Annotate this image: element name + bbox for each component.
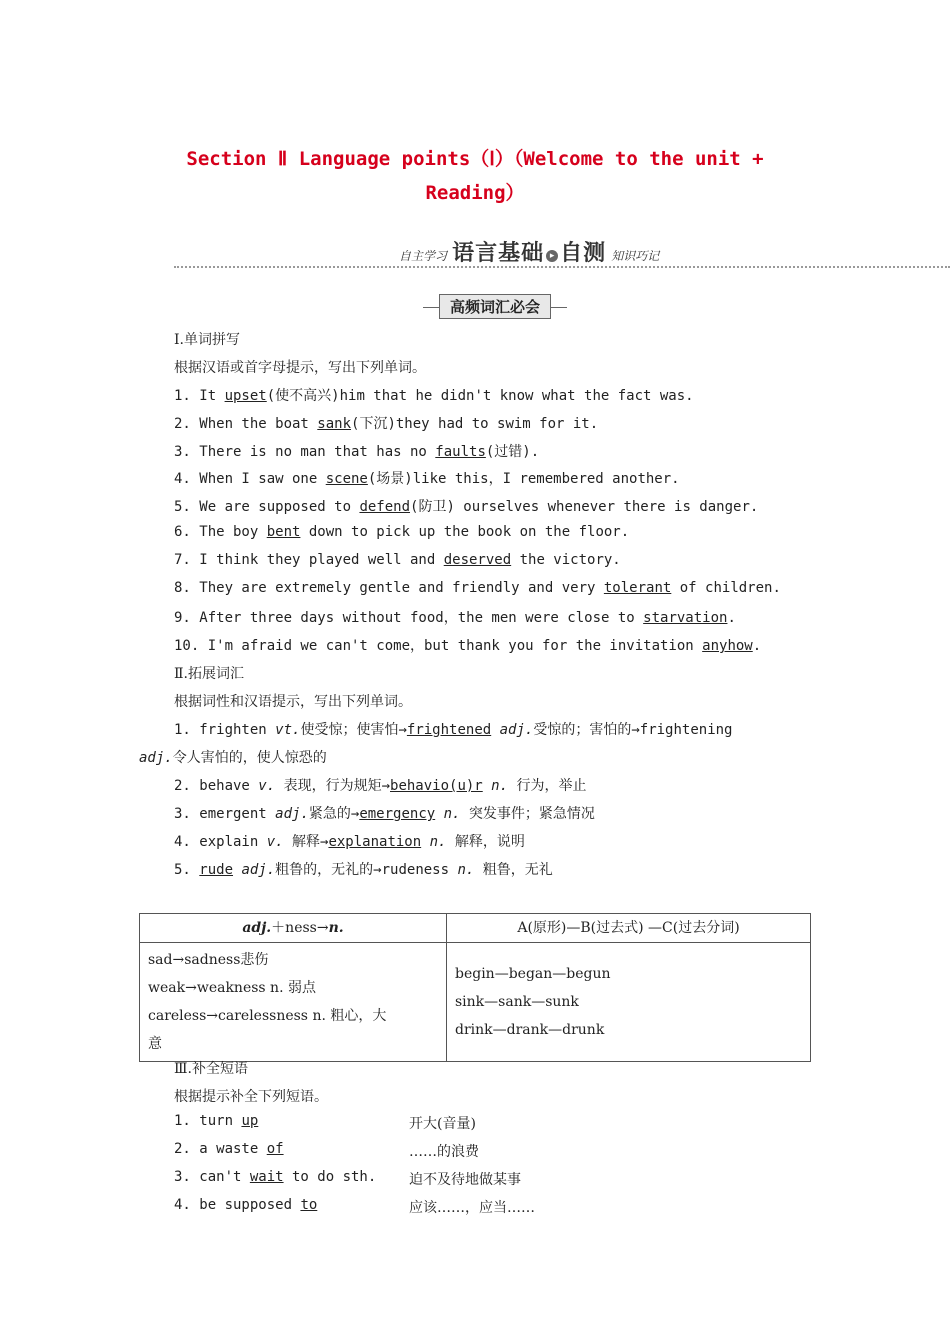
sec1-item: 7. I think they played well and deserved the victory. [174, 551, 621, 568]
answer: emergency [359, 806, 436, 822]
answer: wait [249, 1169, 284, 1185]
sec2-item-2: 2. behave v. 表现，行为规矩→behavio(u)r n. 行为，举止 [174, 778, 587, 794]
answer: sank [317, 415, 352, 432]
answer: defend [359, 499, 411, 516]
sec2-item-1: 1. frighten vt.使受惊；使害怕→frightened adj.受惊的；害怕的→frightening [174, 722, 733, 738]
arrow-icon: ▸ [546, 250, 558, 262]
sec2-item-4: 4. explain v. 解释→explanation n. 解释，说明 [174, 834, 525, 850]
banner-main-2: 自测 [560, 241, 607, 266]
phrase-meaning: 开大(音量) [409, 1116, 476, 1132]
sec3-instruction: 根据提示补全下列短语。 [174, 1089, 328, 1105]
answer: to [300, 1197, 318, 1213]
answer: faults [435, 443, 486, 460]
banner-main-1: 语言基础 [452, 241, 545, 266]
sec2-instruction: 根据词性和汉语提示，写出下列单词。 [174, 694, 412, 710]
answer: of [266, 1141, 284, 1157]
answer: bent [266, 524, 301, 540]
answer: up [241, 1113, 259, 1129]
phrase-item: 1. turn up [174, 1113, 259, 1129]
banner-right-label: 知识巧记 [611, 249, 660, 263]
answer: deserved [443, 551, 512, 568]
sec1-item: 3. There is no man that has no faults(过错). [174, 443, 540, 460]
sec1-item: 10. I'm afraid we can't come，but thank you for the invitation anyhow. [174, 638, 762, 655]
answer: behavio(u)r [390, 778, 483, 794]
table-cell-left: sad→sadness悲伤 weak→weakness n. 弱点 careless→carelessness n. 粗心，大 意 [140, 943, 447, 1062]
answer: explanation [328, 834, 422, 850]
answer: tolerant [603, 579, 672, 596]
answer: anyhow [702, 638, 753, 655]
subheading [0, 294, 950, 319]
sec1-instruction: 根据汉语或首字母提示，写出下列单词。 [174, 360, 426, 376]
sec2-item-5: 5. rude adj.粗鲁的，无礼的→rudeness n. 粗鲁，无礼 [174, 862, 553, 878]
banner-divider [174, 266, 950, 268]
phrase-meaning: 应该……，应当…… [409, 1200, 535, 1216]
sec1-item: 1. It upset(使不高兴)him that he didn't know what the fact was. [174, 388, 694, 404]
phrase-meaning: 迫不及待地做某事 [409, 1172, 521, 1188]
sec1-item: 2. When the boat sank(下沉)they had to swim for it. [174, 415, 599, 432]
page-title-line1: Section Ⅱ Language points（Ⅰ）（Welcome to the unit + [186, 148, 764, 170]
answer: upset [224, 388, 267, 404]
table-header-left: adj.＋ness→n. [140, 914, 447, 943]
phrase-item: 4. be supposed to [174, 1197, 318, 1213]
phrase-item: 3. can't wait to do sth. [174, 1169, 377, 1185]
answer: rude [199, 862, 234, 878]
sec1-item: 9. After three days without food，the men were close to starvation. [174, 610, 736, 627]
subheading-label: 高频词汇必会 [439, 294, 551, 319]
table-header-right: A(原形)—B(过去式) —C(过去分词) [447, 914, 811, 943]
sec3-heading: Ⅲ.补全短语 [174, 1061, 248, 1077]
answer: starvation [643, 610, 728, 627]
page-title-line2: Reading） [425, 182, 525, 204]
sec1-heading: Ⅰ.单词拼写 [174, 332, 240, 348]
answer: scene [325, 471, 368, 488]
sec1-item: 4. When I saw one scene(场景)like this，I remembered another. [174, 471, 680, 488]
word-formation-table [139, 913, 811, 1062]
answer: frightened [406, 722, 492, 738]
phrase-meaning: ……的浪费 [409, 1144, 479, 1160]
sec2-heading: Ⅱ.拓展词汇 [174, 666, 244, 682]
banner-left-label: 自主学习 [399, 249, 448, 263]
sec2-item-3: 3. emergent adj.紧急的→emergency n. 突发事件；紧急情况 [174, 806, 595, 822]
table-cell-right: begin—began—begun sink—sank—sunk drink—drank—drunk [447, 943, 811, 1062]
phrase-item: 2. a waste of [174, 1141, 284, 1157]
section-banner [174, 236, 950, 270]
sec1-item: 8. They are extremely gentle and friendly and very tolerant of children. [174, 579, 781, 596]
sec1-item: 5. We are supposed to defend(防卫) ourselves whenever there is danger. [174, 499, 759, 516]
sec2-item-1-cont: adj.令人害怕的，使人惊恐的 [139, 750, 327, 766]
sec1-item: 6. The boy bent down to pick up the book on the floor. [174, 524, 630, 540]
